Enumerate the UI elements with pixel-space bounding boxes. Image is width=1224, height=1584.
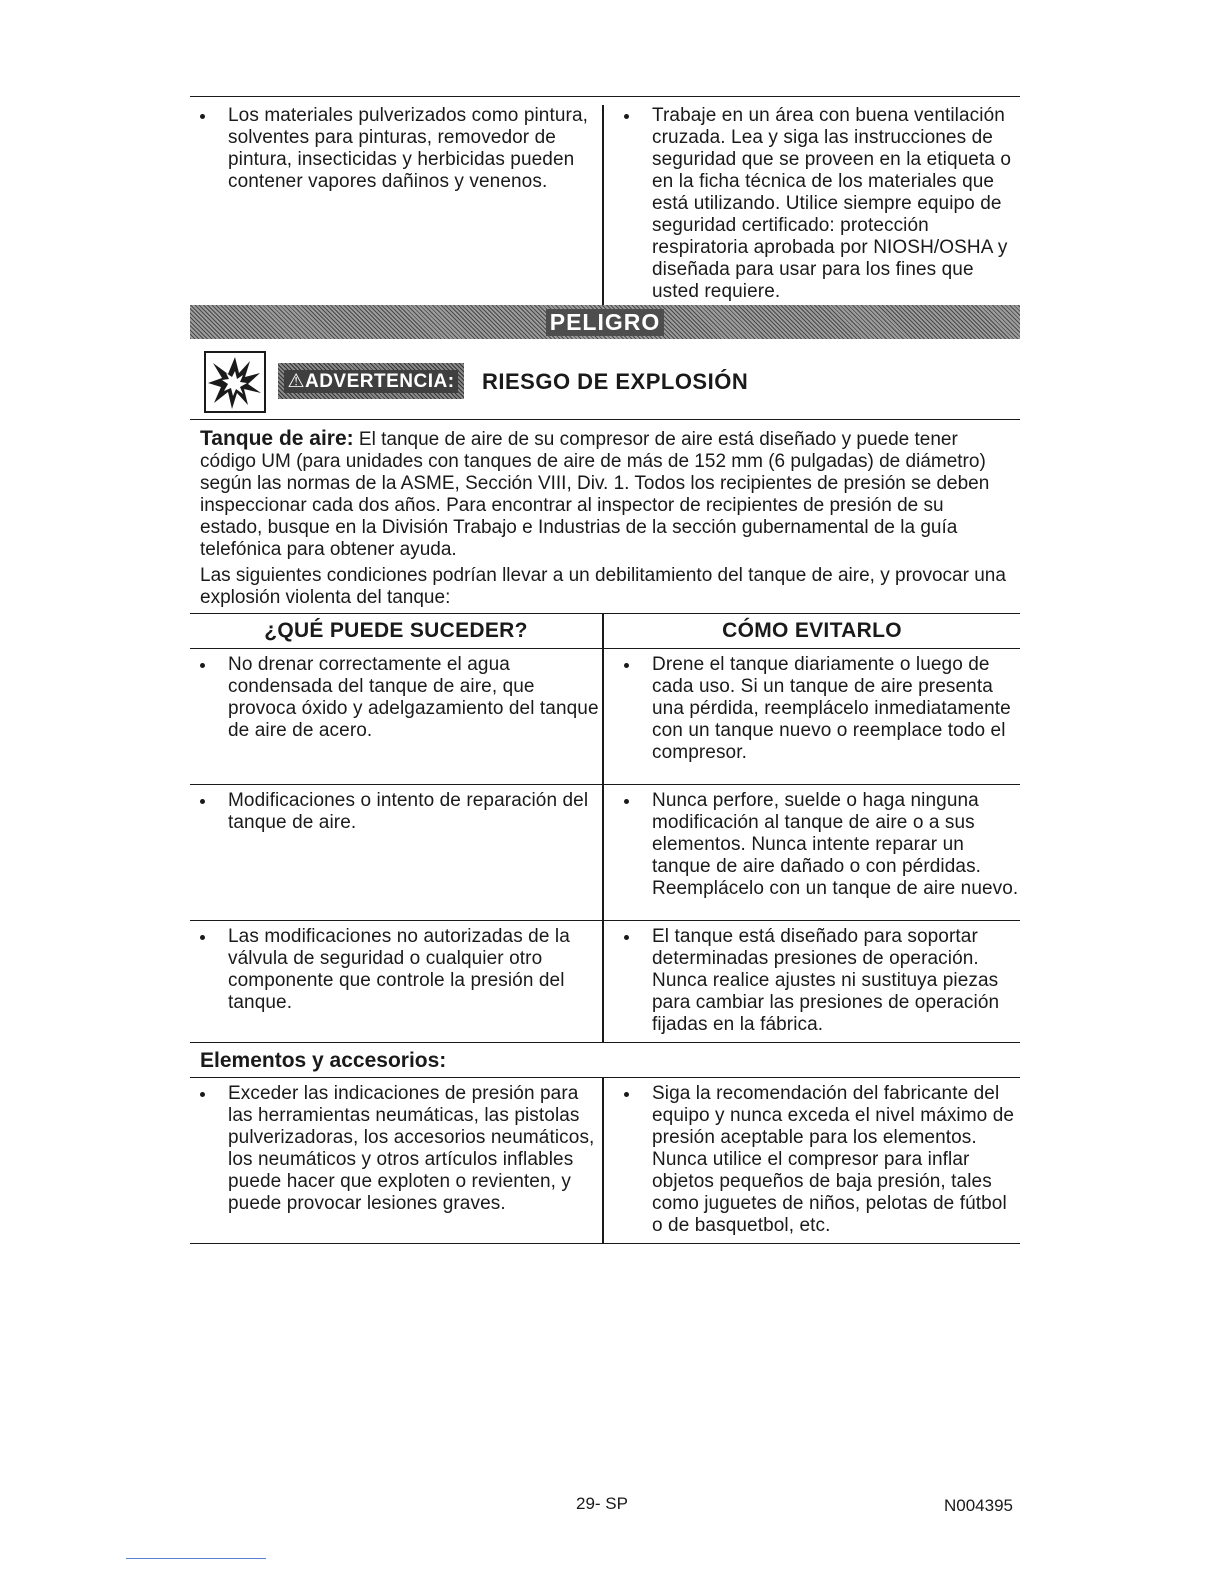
bullet-icon: [200, 114, 205, 119]
danger-bar: [190, 305, 1020, 339]
hazard-cell: [190, 105, 604, 305]
what-cell: [190, 649, 604, 784]
bullet-icon: [624, 1092, 629, 1097]
hazard-text: Los materiales pulverizados como pintura, solventes para pinturas, removedor de pintura, insecticidas y herbicidas pueden contener vapores dañinos y venenos.: [228, 105, 588, 192]
how-cell: [604, 785, 1020, 920]
table-row: [190, 1078, 1020, 1244]
manual-page: [190, 96, 1020, 1244]
bullet-icon: [200, 1092, 205, 1097]
what-text: Las modificaciones no autorizadas de la válvula de seguridad o cualquier otro componente que controle la presión del tanque.: [228, 926, 570, 1013]
what-bullet: [190, 654, 602, 742]
spray-hazard-row: [190, 96, 1020, 305]
what-cell: [190, 785, 604, 920]
how-cell: [604, 649, 1020, 784]
bullet-icon: [624, 663, 629, 668]
conditions-paragraph: Las siguientes condiciones podrían llevar a un debilitamiento del tanque de aire, y provocar una explosión violenta del tanque:: [200, 565, 1006, 608]
what-bullet: [190, 1083, 602, 1215]
warning-badge: [278, 363, 464, 399]
bullet-icon: [200, 935, 205, 940]
column-header-what: ¿QUÉ PUEDE SUCEDER?: [190, 614, 604, 648]
danger-label: PELIGRO: [546, 309, 665, 336]
document-code: N004395: [944, 1496, 1014, 1515]
what-cell: [190, 921, 604, 1042]
what-bullet: [190, 790, 602, 834]
tank-body: El tanque de aire de su compresor de aire está diseñado y puede tener código UM (para unidades con tanques de aire de más de 152 mm (6 pulgadas) de diámetro) según las normas de la ASME, Sección VIII, Div. 1. Todos los recipientes de presión se deben inspeccionar cada dos años. Para encontrar al inspector de recipientes de presión de su estado, busque en la División Trabajo e Industrias de la sección gubernamental de la guía telefónica para obtener ayuda.: [200, 429, 990, 560]
warning-header: [190, 339, 1020, 420]
what-text: Exceder las indicaciones de presión para las herramientas neumáticas, las pistolas pulverizadoras, los accesorios neumáticos, los neumáticos y otros artículos inflables puede hacer que exploten o revienten, y puede provocar lesiones graves.: [228, 1083, 595, 1214]
how-cell: [604, 1078, 1020, 1243]
prevention-bullet: [614, 105, 1020, 303]
how-text: El tanque está diseñado para soportar determinadas presiones de operación. Nunca realice ajustes ni sustituya piezas para cambiar las presiones de operación fijadas en la fábrica.: [652, 926, 1000, 1035]
explosion-icon: [204, 351, 266, 413]
how-bullet: [614, 654, 1020, 764]
divider: [126, 1558, 266, 1559]
table-row: [190, 921, 1020, 1043]
table-header: [190, 614, 1020, 649]
prevention-cell: [604, 105, 1020, 305]
warning-title: RIESGO DE EXPLOSIÓN: [482, 369, 749, 394]
how-text: Nunca perfore, suelde o haga ninguna modificación al tanque de aire o a sus elementos. Nunca intente reparar un tanque de aire dañado o con pérdidas. Reemplácelo con un tanque de aire nuevo.: [652, 790, 1019, 899]
what-text: Modificaciones o intento de reparación del tanque de aire.: [228, 790, 589, 833]
page-number: 29- SP: [576, 1494, 628, 1513]
bullet-icon: [200, 799, 205, 804]
table-row: [190, 649, 1020, 785]
column-header-how: CÓMO EVITARLO: [722, 619, 902, 642]
what-text: No drenar correctamente el agua condensada del tanque de aire, que provoca óxido y adelgazamiento del tanque de aire de acero.: [228, 654, 599, 741]
bullet-icon: [200, 663, 205, 668]
bullet-icon: [624, 935, 629, 940]
table-row: [190, 785, 1020, 921]
what-cell: [190, 1078, 604, 1243]
how-text: Siga la recomendación del fabricante del equipo y nunca exceda el nivel máximo de presión aceptable para los elementos. Nunca utilice el compresor para inflar objetos pequeños de baja presión, tales como juguetes de niños, pelotas de fútbol o de basquetbol, etc.: [652, 1083, 1015, 1236]
prevention-text: Trabaje en un área con buena ventilación cruzada. Lea y siga las instrucciones de seguridad que se proveen en la etiqueta o en la ficha técnica de los materiales que está utilizando. Utilice siempre equipo de seguridad certificado: protección respiratoria aprobada por NIOSH/OSHA y diseñada para usar para los fines que usted requiere.: [652, 105, 1012, 302]
hazard-bullet: [190, 105, 602, 193]
hazard-table: [190, 613, 1020, 1244]
tank-lead: Tanque de aire:: [200, 427, 354, 450]
how-bullet: [614, 1083, 1020, 1237]
how-bullet: [614, 790, 1020, 900]
bullet-icon: [624, 114, 629, 119]
how-cell: [604, 921, 1020, 1042]
how-text: Drene el tanque diariamente o luego de cada uso. Si un tanque de aire presenta una pérdida, reemplácelo inmediatamente con un tanque nuevo o reemplace todo el compresor.: [652, 654, 1011, 763]
accessories-section-title: Elementos y accesorios:: [190, 1043, 1020, 1078]
how-bullet: [614, 926, 1020, 1036]
bullet-icon: [624, 799, 629, 804]
intro-text: [190, 420, 1020, 609]
what-bullet: [190, 926, 602, 1014]
tank-paragraph: [200, 428, 1010, 561]
warning-badge-label: ⚠ADVERTENCIA:: [284, 370, 457, 393]
